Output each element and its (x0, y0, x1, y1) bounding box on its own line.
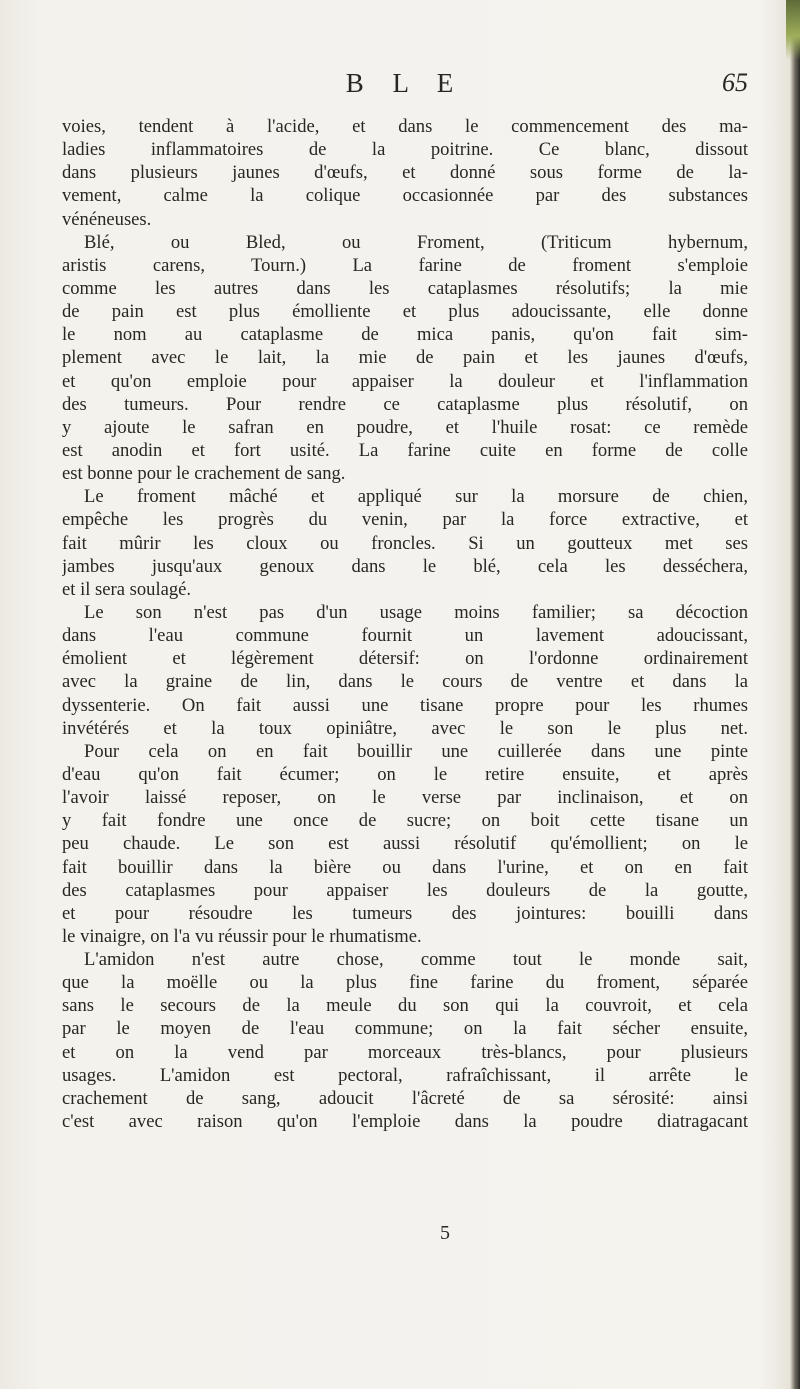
text-line: peu chaude. Le son est aussi résolutif qu'émollient; on le (62, 833, 748, 855)
text-line: empêche les progrès du venin, par la force extractive, et (62, 509, 748, 531)
text-line: crachement de sang, adoucit l'âcreté de sa sérosité: ainsi (62, 1087, 748, 1109)
entry-heading-line: Blé, ou Bled, ou Froment, (Triticum hybernum, (84, 231, 748, 253)
text-line: de pain est plus émolliente et plus adoucissante, elle donne (62, 301, 748, 323)
text-line: plement avec le lait, la mie de pain et les jaunes d'œufs, (62, 347, 748, 369)
paragraph-start-line: L'amidon n'est autre chose, comme tout le monde sait, (84, 949, 748, 971)
text-line: voies, tendent à l'acide, et dans le commencement des ma- (62, 116, 748, 137)
text-line: et il sera soulagé. (62, 578, 192, 600)
text-line: jambes jusqu'aux genoux dans le blé, cela les desséchera, (62, 555, 748, 577)
text-line: et pour résoudre les tumeurs des jointures: bouilli dans (62, 902, 748, 924)
text-line: des cataplasmes pour appaiser les douleurs de la goutte, (62, 879, 748, 901)
text-line: fait mûrir les cloux ou froncles. Si un goutteux met ses (62, 532, 748, 554)
text-line: que la moëlle ou la plus fine farine du froment, séparée (62, 972, 748, 994)
text-line: sans le secours de la meule du son qui la couvroit, et cela (62, 995, 748, 1017)
text-line: avec la graine de lin, dans le cours de ventre et dans la (62, 671, 748, 693)
text-line: des tumeurs. Pour rendre ce cataplasme plus résolutif, on (62, 393, 748, 415)
text-line: dans l'eau commune fournit un lavement adoucissant, (62, 625, 748, 647)
running-head: B L E (345, 68, 465, 98)
printer-signature-mark: 5 (440, 1222, 450, 1244)
text-line: vement, calme la colique occasionnée par des substances (62, 185, 748, 207)
text-line: Pour cela on en fait bouillir une cuillerée dans une pinte (84, 740, 748, 762)
text-line: aristis carens, Tourn.) La farine de froment s'emploie (62, 254, 748, 276)
text-line: c'est avec raison qu'on l'emploie dans la poudre diatragacant (62, 1111, 748, 1133)
page-number: 65 (722, 68, 748, 97)
text-line: fait bouillir dans la bière ou dans l'urine, et on en fait (62, 856, 748, 878)
text-line: l'avoir laissé reposer, on le verse par inclinaison, et on (62, 787, 748, 809)
text-line: d'eau qu'on fait écumer; on le retire ensuite, et après (62, 763, 748, 785)
text-line: le vinaigre, on l'a vu réussir pour le rhumatisme. (62, 925, 422, 947)
page-header (62, 68, 748, 108)
text-line: est anodin et fort usité. La farine cuite en forme de colle (62, 439, 748, 461)
body-text (62, 115, 748, 1133)
text-line: comme les autres dans les cataplasmes résolutifs; la mie (62, 277, 748, 299)
paragraph-start-line: Le froment mâché et appliqué sur la morsure de chien, (84, 486, 748, 508)
text-line: y fait fondre une once de sucre; on boit cette tisane un (62, 810, 748, 832)
text-line: et on la vend par morceaux très-blancs, pour plusieurs (62, 1041, 748, 1063)
text-line: vénéneuses. (62, 208, 152, 230)
text-line: y ajoute le safran en poudre, et l'huile rosat: ce remède (62, 416, 748, 438)
text-line: émolient et légèrement détersif: on l'ordonne ordinairement (62, 648, 748, 670)
text-line: le nom au cataplasme de mica panis, qu'on fait sim- (62, 324, 748, 346)
text-line: est bonne pour le crachement de sang. (62, 463, 346, 485)
text-line: usages. L'amidon est pectoral, rafraîchissant, il arrête le (62, 1064, 748, 1086)
book-cover-corner (786, 0, 800, 60)
text-line: et qu'on emploie pour appaiser la douleur et l'inflammation (62, 370, 748, 392)
text-line: par le moyen de l'eau commune; on la fait sécher ensuite, (62, 1018, 748, 1040)
paragraph-start-line: Le son n'est pas d'un usage moins familier; sa décoction (84, 601, 748, 623)
text-line: dans plusieurs jaunes d'œufs, et donné sous forme de la- (62, 162, 748, 184)
text-line: ladies inflammatoires de la poitrine. Ce blanc, dissout (62, 139, 748, 161)
text-line: invétérés et la toux opiniâtre, avec le son le plus net. (62, 717, 748, 739)
text-line: dyssenterie. On fait aussi une tisane propre pour les rhumes (62, 694, 748, 716)
book-spine-edge (790, 0, 800, 1389)
